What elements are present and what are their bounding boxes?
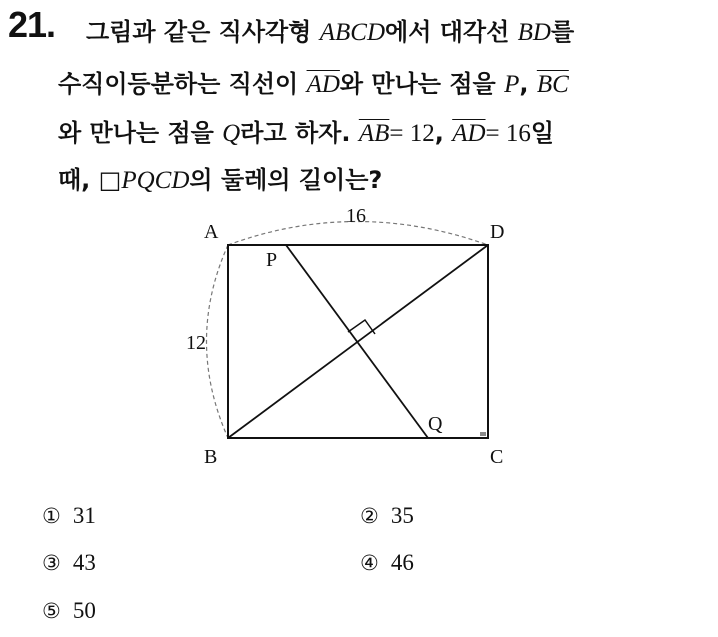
choice-4[interactable] [360,550,414,576]
question-line-2-segment: $\overline{AD}$ [306,71,340,98]
question-line-3-segment: = 16 [485,120,531,147]
question-line-3-segment: 라고 하자. [240,119,359,147]
label-d: D [490,221,505,243]
choice-3-number: ③ [42,551,61,575]
choice-1-number: ① [42,504,61,528]
question-line-1-segment: 그림과 같은 직사각형 [86,18,320,46]
label-c: C [490,446,504,468]
choice-2-number: ② [360,504,379,528]
question-line-3-segment: , [434,119,453,147]
choice-3[interactable] [42,550,96,576]
choice-5-number: ⑤ [42,599,61,623]
question-line-1-segment: BD [517,19,551,46]
question-line-3-segment: 와 만나는 점을 [58,119,223,147]
label-q: Q [428,413,443,435]
label-p: P [266,249,278,271]
choice-2[interactable] [360,503,414,529]
choice-1[interactable] [42,503,96,529]
question-line-2-segment: $\overline{BC}$ [536,71,569,98]
question-line-4-segment: 의 둘레의 길이는? [189,166,383,194]
question-line-3-segment: = 12 [389,120,435,147]
question-line-1-segment: 에서 대각선 [385,18,518,46]
choice-3-value: 43 [72,550,96,575]
question-line-3-segment: 일 [530,119,555,147]
question-line-3-segment: Q [222,120,241,147]
question-line-4-segment: PQCD [121,167,190,194]
question-line-3-segment: $\overline{AB}$ [358,120,390,147]
line-pq [286,245,428,438]
choice-5[interactable] [42,598,96,624]
question-line-3-segment: $\overline{AD}$ [452,120,486,147]
corner-mark-c [480,432,486,436]
label-length-16: 16 [346,205,366,227]
question-line-2-segment: , [519,70,537,98]
question-line-2-segment: 수직이등분하는 직선이 [58,70,307,98]
question-line-1-segment: 를 [550,18,575,46]
choice-5-value: 50 [72,598,96,623]
choice-1-value: 31 [72,503,96,528]
label-b: B [204,446,218,468]
label-length-12: 12 [186,332,206,354]
choice-2-value: 35 [390,503,414,528]
question-line-2-segment: P [504,71,520,98]
dimension-arc-left [207,245,229,438]
question-line-4-segment: 때, [58,166,99,194]
choice-4-value: 46 [390,550,414,575]
question-line-1-segment: ABCD [319,19,386,46]
question-line-2-segment: 와 만나는 점을 [339,70,505,98]
question-number: 21. [8,4,56,45]
label-a: A [204,221,219,243]
choice-4-number: ④ [360,551,379,575]
question-line-4-segment: □ [98,166,122,194]
